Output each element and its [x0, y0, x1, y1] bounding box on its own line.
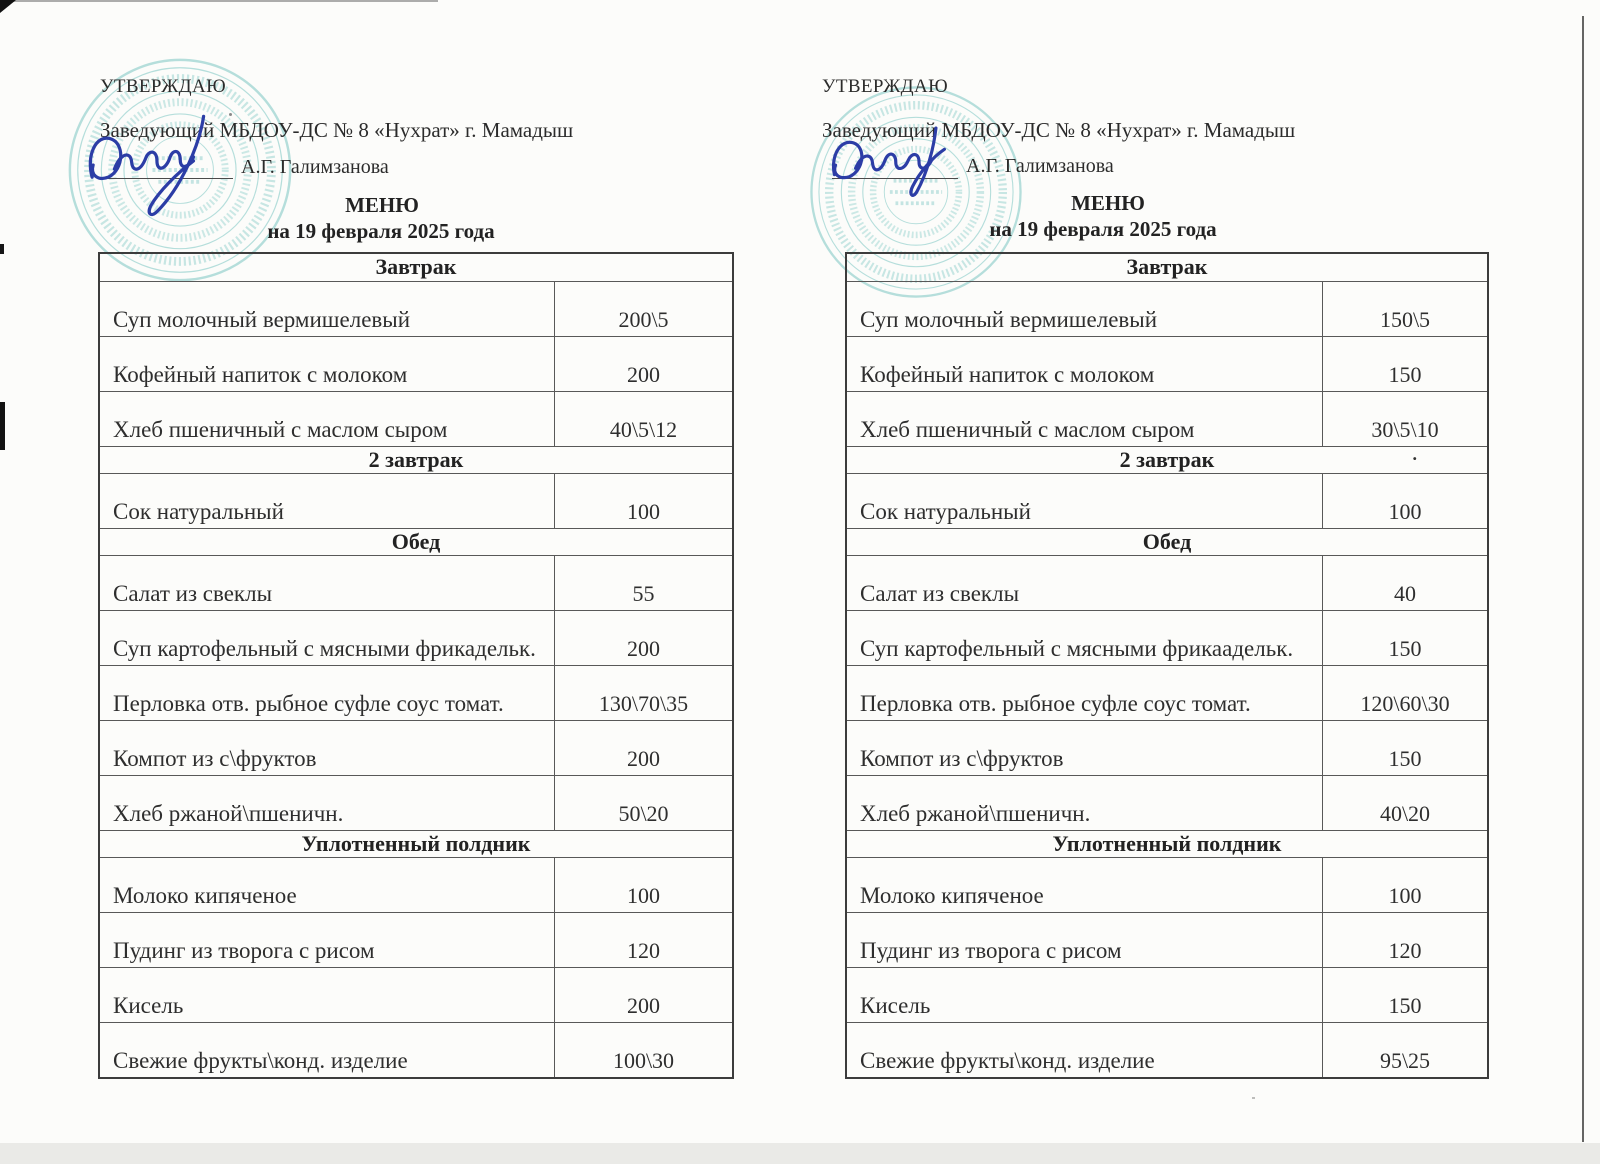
- menu-item-row: [847, 473, 1487, 528]
- section-title: Уплотненный полдник: [301, 831, 531, 856]
- portion-value: 150: [1322, 611, 1487, 665]
- dish-name: Кофейный напиток с молоком: [860, 362, 1155, 387]
- scan-artifact-edge-mark: [0, 1148, 9, 1157]
- section-title: 2 завтрак: [1119, 447, 1215, 472]
- stray-mark: .: [1412, 444, 1417, 464]
- menu-title: МЕНЮ: [1071, 191, 1145, 215]
- portion-value: 150\5: [1322, 282, 1487, 336]
- menu-section-header-row: [847, 528, 1487, 555]
- signature-line: [100, 178, 233, 179]
- menu-section-header-row: [100, 446, 732, 473]
- approve-heading: УТВЕРЖДАЮ: [100, 76, 227, 97]
- menu-item-row: [847, 555, 1487, 610]
- dish-name: Сок натуральный: [113, 499, 284, 524]
- portion-value: 120\60\30: [1322, 666, 1487, 720]
- portion-value: 200: [554, 611, 732, 665]
- menu-item-row: [847, 391, 1487, 446]
- scan-artifact-edge-mark: [0, 402, 5, 450]
- dish-name: Молоко кипяченое: [860, 883, 1044, 908]
- menu-item-row: [847, 336, 1487, 391]
- dish-name: Кисель: [860, 993, 931, 1018]
- menu-section-header-row: [847, 254, 1487, 281]
- dish-name: Кофейный напиток с молоком: [113, 362, 408, 387]
- portion-value: 40: [1322, 556, 1487, 610]
- signature-line: [832, 178, 958, 179]
- dish-name: Суп картофельный с мясными фрикадельк.: [113, 636, 536, 661]
- portion-value: 50\20: [554, 776, 732, 830]
- portion-value: 200\5: [554, 282, 732, 336]
- menu-item-row: [100, 281, 732, 336]
- section-title: Обед: [1142, 529, 1192, 554]
- menu-item-row: [100, 857, 732, 912]
- menu-section-header-row: [100, 254, 732, 281]
- portion-value: 95\25: [1322, 1023, 1487, 1077]
- menu-item-row: [847, 857, 1487, 912]
- dish-name: Перловка отв. рыбное суфле соус томат.: [860, 691, 1251, 716]
- dish-name: Суп картофельный с мясными фрикаадельк.: [860, 636, 1294, 661]
- menu-item-row: [100, 775, 732, 830]
- director-line: Заведующий МБДОУ-ДС № 8 «Нухрат» г. Мамадыш: [100, 118, 574, 142]
- section-title: Уплотненный полдник: [1052, 831, 1282, 856]
- dish-name: Молоко кипяченое: [113, 883, 297, 908]
- portion-value: 100: [1322, 858, 1487, 912]
- portion-value: 200: [554, 968, 732, 1022]
- menu-item-row: [847, 1022, 1487, 1077]
- menu-item-row: [100, 912, 732, 967]
- dish-name: Пудинг из творога с рисом: [860, 938, 1122, 963]
- dish-name: Хлеб ржаной\пшеничн.: [860, 801, 1091, 826]
- portion-value: 100: [554, 858, 732, 912]
- menu-item-row: [847, 912, 1487, 967]
- portion-value: 100\30: [554, 1023, 732, 1077]
- dish-name: Свежие фрукты\конд. изделие: [113, 1048, 408, 1073]
- section-title: Обед: [391, 529, 441, 554]
- menu-item-row: [847, 610, 1487, 665]
- portion-value: 40\20: [1322, 776, 1487, 830]
- portion-value: 40\5\12: [554, 392, 732, 446]
- menu-date: на 19 февраля 2025 года: [267, 219, 495, 243]
- menu-section-header-row: [847, 830, 1487, 857]
- portion-value: 100: [1322, 474, 1487, 528]
- portion-value: 130\70\35: [554, 666, 732, 720]
- scan-artifact-speck: [1252, 1097, 1255, 1099]
- dish-name: Компот из с\фруктов: [860, 746, 1064, 771]
- portion-value: 150: [1322, 721, 1487, 775]
- section-title: Завтрак: [1126, 254, 1208, 279]
- scan-artifact-page-edge: [1582, 16, 1584, 1142]
- menu-item-row: [100, 336, 732, 391]
- dish-name: Суп молочный вермишелевый: [860, 307, 1158, 332]
- menu-item-row: [100, 720, 732, 775]
- menu-item-row: [100, 665, 732, 720]
- signer-name: А.Г. Галимзанова: [241, 156, 389, 178]
- portion-value: 30\5\10: [1322, 392, 1487, 446]
- portion-value: 150: [1322, 968, 1487, 1022]
- menu-item-row: [100, 555, 732, 610]
- portion-value: 150: [1322, 337, 1487, 391]
- menu-item-row: [847, 281, 1487, 336]
- menu-date: на 19 февраля 2025 года: [989, 217, 1217, 241]
- scan-artifact-corner: [0, 0, 16, 13]
- scan-artifact-top-line: [0, 0, 438, 2]
- dish-name: Свежие фрукты\конд. изделие: [860, 1048, 1155, 1073]
- dish-name: Салат из свеклы: [860, 581, 1020, 606]
- menu-table: [845, 252, 1489, 1079]
- portion-value: 200: [554, 337, 732, 391]
- approve-heading: УТВЕРЖДАЮ: [822, 76, 949, 97]
- menu-section-header-row: [847, 446, 1487, 473]
- menu-item-row: [100, 473, 732, 528]
- section-title: 2 завтрак: [368, 447, 464, 472]
- menu-item-row: [100, 1022, 732, 1077]
- dish-name: Пудинг из творога с рисом: [113, 938, 375, 963]
- dish-name: Хлеб ржаной\пшеничн.: [113, 801, 344, 826]
- dish-name: Сок натуральный: [860, 499, 1031, 524]
- menu-item-row: [847, 967, 1487, 1022]
- portion-value: 55: [554, 556, 732, 610]
- menu-section-header-row: [100, 830, 732, 857]
- dish-name: Кисель: [113, 993, 184, 1018]
- signer-name: А.Г. Галимзанова: [966, 155, 1114, 177]
- dish-name: Хлеб пшеничный с маслом сыром: [113, 417, 448, 442]
- scan-artifact-edge-mark: [0, 244, 4, 254]
- portion-value: 200: [554, 721, 732, 775]
- scan-artifact-bottom-strip: [0, 1143, 1600, 1164]
- menu-item-row: [100, 610, 732, 665]
- menu-item-row: [847, 720, 1487, 775]
- dish-name: Перловка отв. рыбное суфле соус томат.: [113, 691, 504, 716]
- menu-item-row: [100, 391, 732, 446]
- portion-value: 100: [554, 474, 732, 528]
- dish-name: Хлеб пшеничный с маслом сыром: [860, 417, 1195, 442]
- dish-name: Салат из свеклы: [113, 581, 273, 606]
- menu-table: [98, 252, 734, 1079]
- menu-item-row: [100, 967, 732, 1022]
- menu-title: МЕНЮ: [345, 193, 419, 217]
- dish-name: Суп молочный вермишелевый: [113, 307, 411, 332]
- menu-item-row: [847, 775, 1487, 830]
- dish-name: Компот из с\фруктов: [113, 746, 317, 771]
- portion-value: 120: [1322, 913, 1487, 967]
- menu-section-header-row: [100, 528, 732, 555]
- scan-artifact-speck: [229, 113, 232, 116]
- director-line: Заведующий МБДОУ-ДС № 8 «Нухрат» г. Мамадыш: [822, 118, 1296, 142]
- section-title: Завтрак: [375, 254, 457, 279]
- menu-item-row: [847, 665, 1487, 720]
- portion-value: 120: [554, 913, 732, 967]
